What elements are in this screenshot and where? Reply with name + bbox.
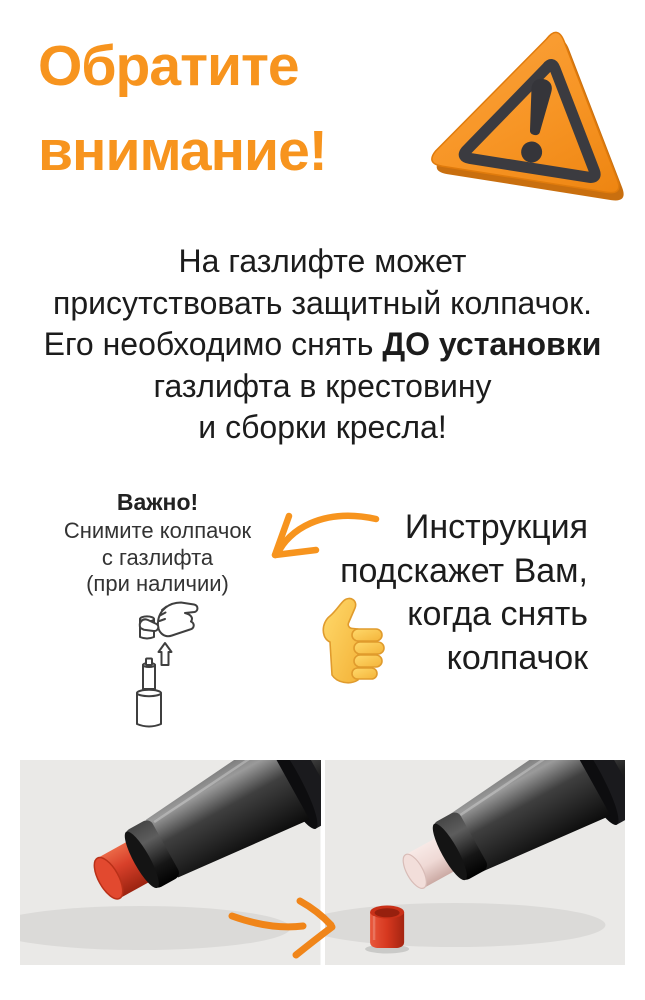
page-title [38, 24, 327, 194]
notice-line [0, 324, 645, 366]
hand-removing-cap-icon [128, 597, 210, 730]
important-note-line: (при наличии) [86, 571, 229, 596]
notice-line: На газлифте может [178, 243, 467, 279]
instruction-line: когда снять [407, 595, 588, 633]
important-note-title: Важно! [116, 489, 199, 515]
important-note-line: с газлифта [101, 544, 214, 570]
right-arrow-icon [226, 893, 348, 963]
warning-triangle-icon [430, 14, 638, 222]
main-notice-text [0, 241, 645, 449]
instruction-line: подскажет Вам, [340, 551, 588, 590]
notice-line3-bold: ДО установки [382, 326, 602, 362]
notice-line: присутствовать защитный колпачок. [52, 284, 592, 321]
thumbs-up-icon [316, 596, 388, 688]
gas-lift-without-cap-photo [325, 760, 626, 965]
instruction-note [258, 506, 588, 680]
important-note-line: Снимите колпачок [63, 518, 252, 543]
notice-line3-start: Его необходимо снять [43, 326, 383, 362]
red-cap-shape [365, 906, 409, 954]
important-note [35, 489, 280, 598]
notice-line: и сборки кресла! [198, 409, 447, 445]
page-title-line2: внимание! [38, 119, 327, 183]
notice-line: газлифта в крестовину [153, 367, 492, 404]
instruction-line: Инструкция [404, 508, 588, 546]
instruction-line: колпачок [446, 638, 588, 677]
page-title-line1: Обратите [38, 34, 299, 98]
